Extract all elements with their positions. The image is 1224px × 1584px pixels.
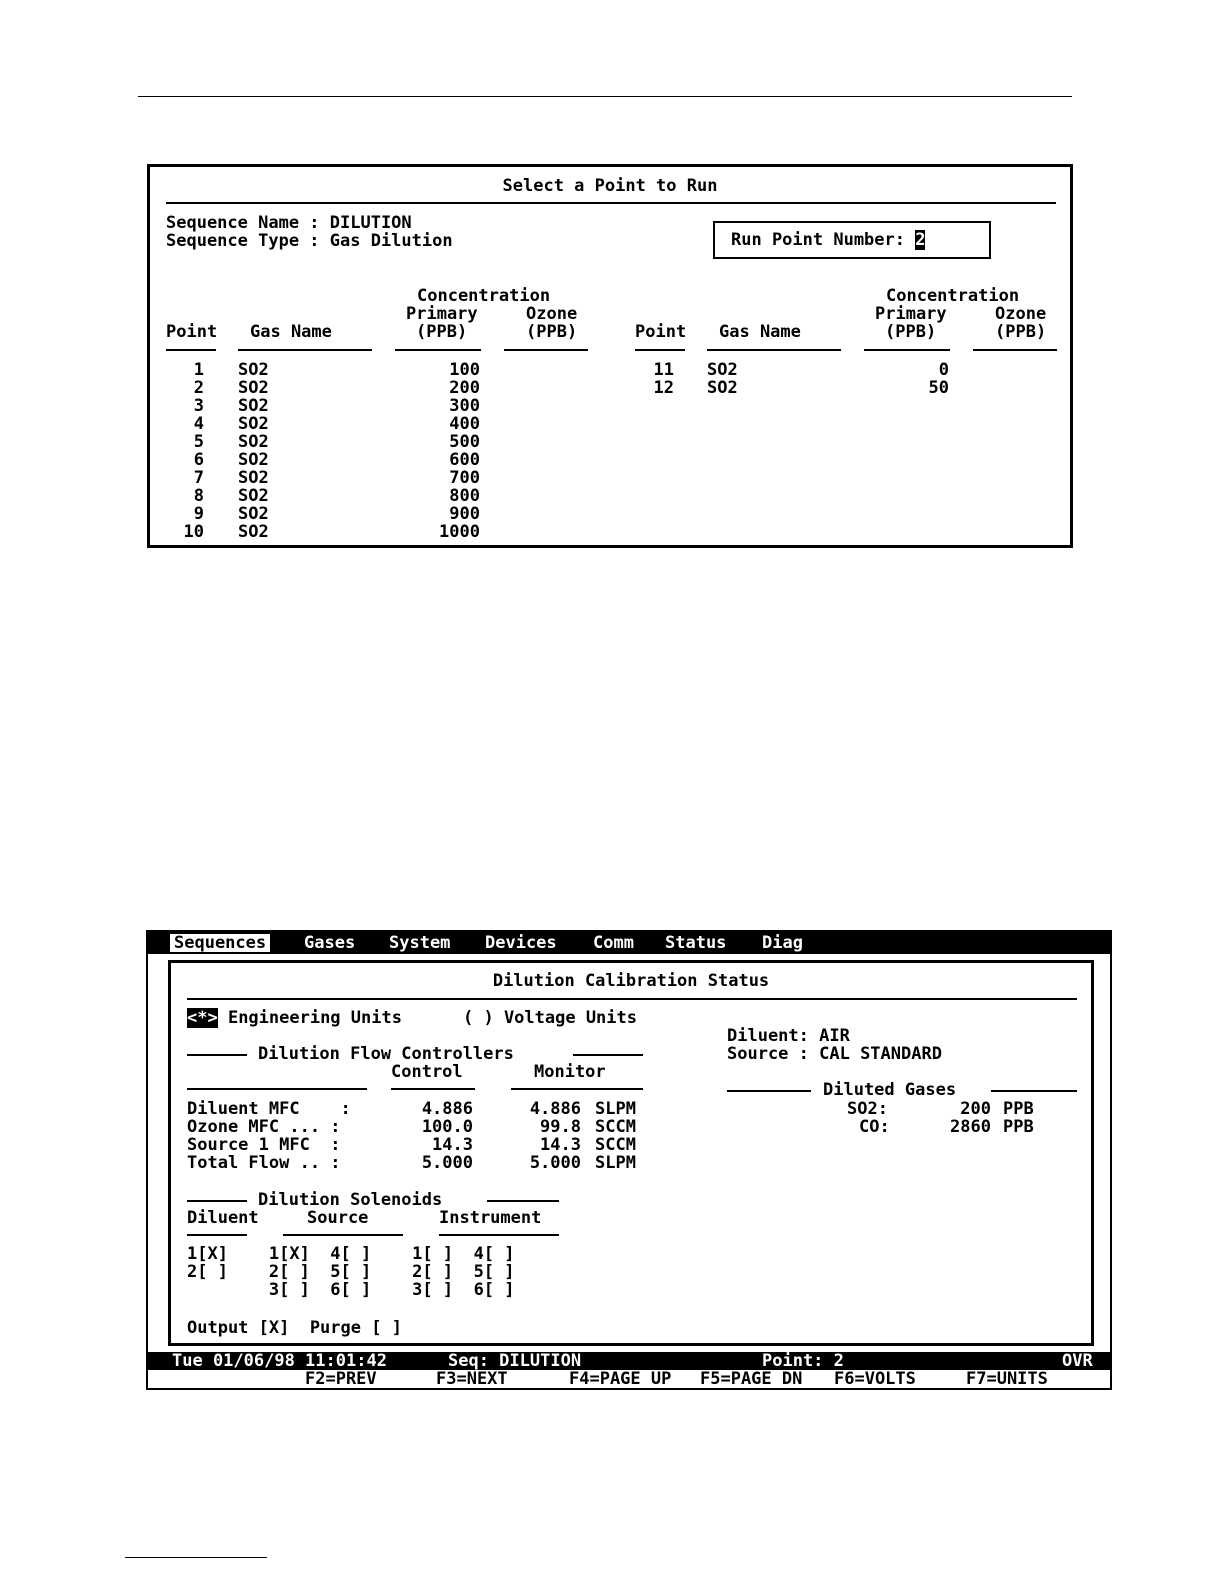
- point-number: 6: [193, 450, 204, 470]
- point-number: 2: [193, 378, 204, 398]
- point-number: 5: [193, 432, 204, 452]
- dilution-status-screen: [146, 930, 1112, 1390]
- flow-monitor: 99.8: [540, 1117, 581, 1137]
- primary-value: 200: [449, 378, 480, 398]
- f3-next-key[interactable]: F3=NEXT: [436, 1369, 508, 1389]
- left-gasname-header: Gas Name: [250, 322, 332, 342]
- primary-value: 1000: [439, 522, 480, 542]
- flow-unit: SLPM: [595, 1153, 636, 1173]
- flow-monitor: 4.886: [529, 1099, 581, 1119]
- title-rule: [166, 202, 1056, 204]
- sequence-name-value: DILUTION: [329, 213, 412, 233]
- rule: [166, 349, 216, 351]
- flow-label: Diluent MFC :: [187, 1099, 351, 1119]
- rule: [511, 1088, 643, 1090]
- solenoid-row[interactable]: 3[ ] 6[ ] 3[ ] 6[ ]: [187, 1280, 515, 1300]
- primary-value: 500: [449, 432, 480, 452]
- source-value: CAL STANDARD: [819, 1044, 942, 1064]
- gas-name: SO2: [238, 414, 269, 434]
- diluted-value: 200: [960, 1099, 991, 1119]
- gas-name: SO2: [238, 468, 269, 488]
- engineering-units-radio[interactable]: [187, 1009, 402, 1027]
- sol-source-header: Source: [307, 1208, 369, 1228]
- f4-page-up-key[interactable]: F4=PAGE UP: [569, 1369, 672, 1389]
- rule: [439, 1234, 559, 1236]
- point-number: 4: [193, 414, 204, 434]
- menu-sequences[interactable]: Sequences: [170, 934, 270, 952]
- point-number: 9: [193, 504, 204, 524]
- primary-value: 300: [449, 396, 480, 416]
- diluted-section-title: Diluted Gases: [823, 1080, 957, 1100]
- gas-name: SO2: [238, 504, 269, 524]
- sequence-name-label: Sequence Name :: [166, 213, 330, 233]
- primary-value: 100: [449, 360, 480, 380]
- rule: [395, 349, 481, 351]
- status-panel: [168, 960, 1094, 1346]
- screen-title: Select a Point to Run: [502, 176, 718, 196]
- run-point-box: [713, 221, 991, 259]
- left-primary-unit: (PPB): [416, 322, 468, 342]
- left-concentration-header: Concentration: [417, 286, 551, 306]
- diluted-gas: SO2:: [847, 1099, 888, 1119]
- diluent-row: [727, 1027, 850, 1045]
- primary-value: 0: [938, 360, 949, 380]
- point-number: 1: [193, 360, 204, 380]
- right-gasname-header: Gas Name: [719, 322, 801, 342]
- diluted-unit: PPB: [1003, 1117, 1034, 1137]
- primary-value: 900: [449, 504, 480, 524]
- sequence-type-row: [166, 232, 453, 250]
- rule: [391, 1088, 475, 1090]
- flow-section-title: Dilution Flow Controllers: [258, 1044, 514, 1064]
- flow-control: 5.000: [421, 1153, 473, 1173]
- f2-prev-key[interactable]: F2=PREV: [305, 1369, 377, 1389]
- rule: [238, 349, 372, 351]
- rule: [187, 998, 1077, 1000]
- diluted-unit: PPB: [1003, 1099, 1034, 1119]
- menu-diag[interactable]: Diag: [762, 933, 803, 953]
- run-point-input[interactable]: 2: [915, 230, 926, 250]
- right-concentration-header: Concentration: [886, 286, 1020, 306]
- status-bar: [148, 1352, 1110, 1370]
- output-purge-row[interactable]: Output [X] Purge [ ]: [187, 1318, 402, 1338]
- solenoid-section-title: Dilution Solenoids: [258, 1190, 443, 1210]
- sequence-name-row: [166, 214, 412, 232]
- function-key-bar: [148, 1370, 1110, 1388]
- f6-volts-key[interactable]: F6=VOLTS: [834, 1369, 916, 1389]
- menu-gases[interactable]: Gases: [304, 933, 356, 953]
- menu-bar: [148, 932, 1110, 954]
- gas-name: SO2: [238, 378, 269, 398]
- gas-name: SO2: [238, 360, 269, 380]
- flow-control: 14.3: [432, 1135, 473, 1155]
- primary-value: 400: [449, 414, 480, 434]
- status-ovr: OVR: [1062, 1351, 1093, 1371]
- panel-title: Dilution Calibration Status: [492, 971, 770, 991]
- rule: [504, 349, 588, 351]
- radio-selected-icon: <*>: [187, 1008, 218, 1028]
- left-point-header: Point: [166, 322, 218, 342]
- sol-instrument-header: Instrument: [439, 1208, 542, 1228]
- voltage-units-radio[interactable]: ( ) Voltage Units: [463, 1008, 637, 1028]
- menu-comm[interactable]: Comm: [593, 933, 634, 953]
- gas-name: SO2: [238, 450, 269, 470]
- right-point-header: Point: [635, 322, 687, 342]
- flow-label: Source 1 MFC :: [187, 1135, 341, 1155]
- point-number: 3: [193, 396, 204, 416]
- flow-control: 4.886: [421, 1099, 473, 1119]
- point-number: 12: [653, 378, 674, 398]
- flow-unit: SCCM: [595, 1117, 636, 1137]
- f5-page-dn-key[interactable]: F5=PAGE DN: [700, 1369, 803, 1389]
- status-sequence: Seq: DILUTION: [448, 1351, 582, 1371]
- point-number: 10: [183, 522, 204, 542]
- point-number: 8: [193, 486, 204, 506]
- rule: [283, 1234, 403, 1236]
- diluted-value: 2860: [950, 1117, 991, 1137]
- right-ozone-header: Ozone: [995, 304, 1047, 324]
- left-primary-header: Primary: [406, 304, 478, 324]
- f7-units-key[interactable]: F7=UNITS: [966, 1369, 1048, 1389]
- flow-monitor: 14.3: [540, 1135, 581, 1155]
- rule: [487, 1200, 559, 1202]
- menu-status[interactable]: Status: [665, 933, 727, 953]
- flow-unit: SCCM: [595, 1135, 636, 1155]
- gas-name: SO2: [238, 522, 269, 542]
- gas-name: SO2: [238, 396, 269, 416]
- rule: [187, 1054, 247, 1056]
- source-label: Source :: [727, 1044, 820, 1064]
- engineering-units-label: Engineering Units: [217, 1008, 402, 1028]
- primary-value: 50: [928, 378, 949, 398]
- rule: [727, 1090, 811, 1092]
- solenoid-row[interactable]: 2[ ] 2[ ] 5[ ] 2[ ] 5[ ]: [187, 1262, 515, 1282]
- rule: [707, 349, 841, 351]
- rule: [187, 1234, 247, 1236]
- right-primary-unit: (PPB): [885, 322, 937, 342]
- sequence-type-label: Sequence Type :: [166, 231, 330, 251]
- diluent-value: AIR: [819, 1026, 850, 1046]
- flow-unit: SLPM: [595, 1099, 636, 1119]
- flow-monitor: 5.000: [529, 1153, 581, 1173]
- rule: [864, 349, 950, 351]
- diluted-gas: CO:: [859, 1117, 890, 1137]
- flow-control: 100.0: [421, 1117, 473, 1137]
- gas-name: SO2: [707, 378, 738, 398]
- rule: [991, 1090, 1077, 1092]
- rule: [635, 349, 685, 351]
- flow-label: Ozone MFC ... :: [187, 1117, 341, 1137]
- primary-value: 800: [449, 486, 480, 506]
- rule: [573, 1054, 643, 1056]
- left-ozone-header: Ozone: [526, 304, 578, 324]
- solenoid-row[interactable]: 1[X] 1[X] 4[ ] 1[ ] 4[ ]: [187, 1244, 515, 1264]
- menu-devices[interactable]: Devices: [485, 933, 557, 953]
- control-header: Control: [391, 1062, 463, 1082]
- menu-system[interactable]: System: [389, 933, 451, 953]
- monitor-header: Monitor: [534, 1062, 606, 1082]
- diluent-label: Diluent:: [727, 1026, 820, 1046]
- primary-value: 600: [449, 450, 480, 470]
- sol-diluent-header: Diluent: [187, 1208, 259, 1228]
- left-ozone-unit: (PPB): [526, 322, 578, 342]
- gas-name: SO2: [238, 432, 269, 452]
- select-point-screen: [147, 164, 1073, 548]
- sequence-type-value: Gas Dilution: [329, 231, 453, 251]
- flow-label: Total Flow .. :: [187, 1153, 341, 1173]
- primary-value: 700: [449, 468, 480, 488]
- status-point: Point: 2: [762, 1351, 844, 1371]
- point-number: 7: [193, 468, 204, 488]
- point-number: 11: [653, 360, 674, 380]
- source-row: [727, 1045, 942, 1063]
- gas-name: SO2: [707, 360, 738, 380]
- gas-name: SO2: [238, 486, 269, 506]
- page-header-rule: [138, 96, 1072, 97]
- rule: [187, 1200, 247, 1202]
- rule: [187, 1088, 367, 1090]
- run-point-label: Run Point Number:: [731, 230, 916, 250]
- rule: [973, 349, 1057, 351]
- right-ozone-unit: (PPB): [995, 322, 1047, 342]
- status-datetime: Tue 01/06/98 11:01:42: [172, 1351, 387, 1371]
- right-primary-header: Primary: [875, 304, 947, 324]
- page-footer-rule: [125, 1557, 267, 1558]
